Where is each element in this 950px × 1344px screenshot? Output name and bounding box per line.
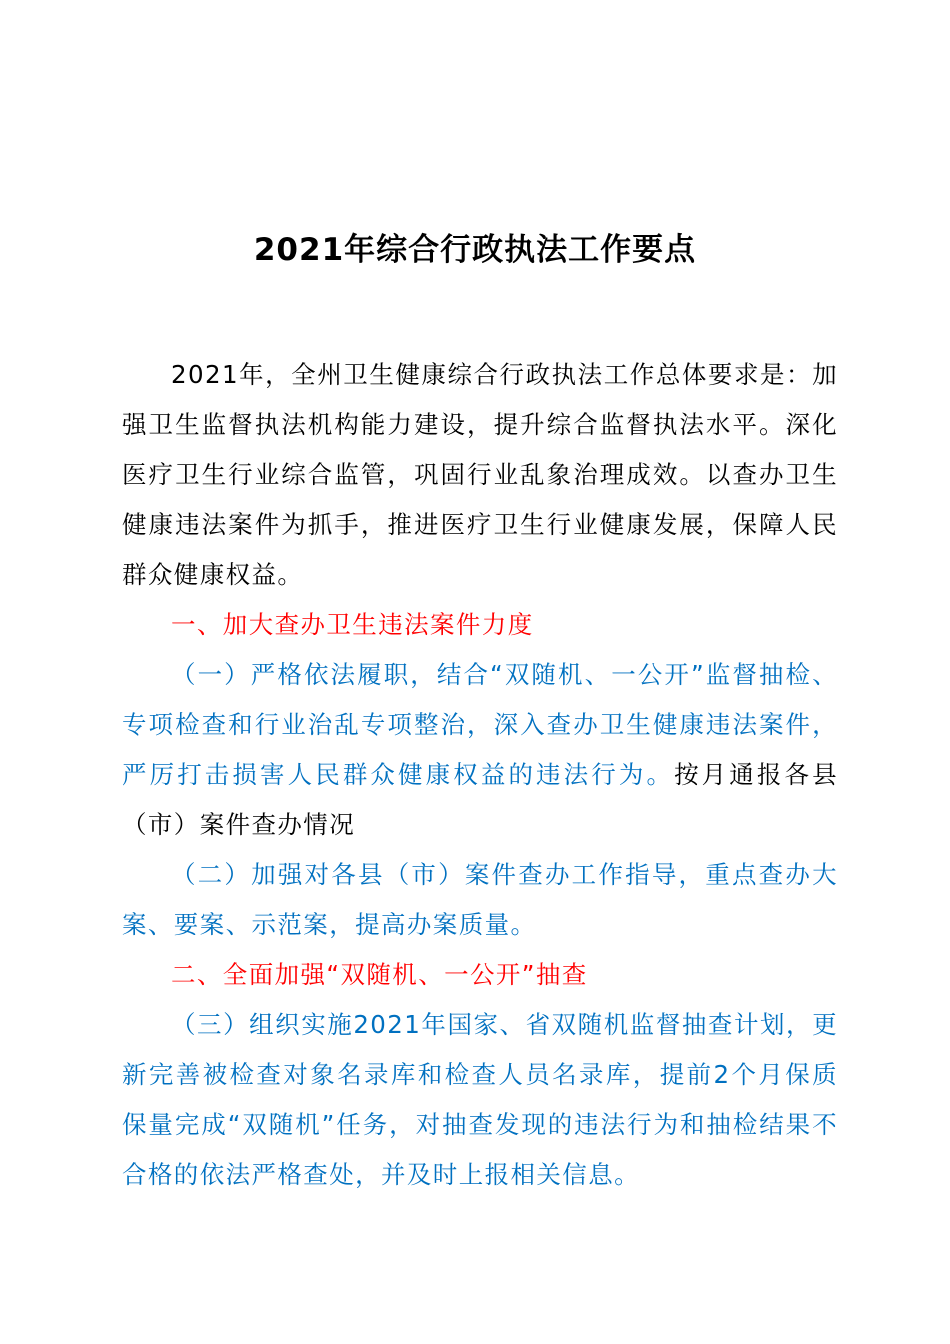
document-title: 2021年综合行政执法工作要点 [253, 232, 697, 268]
item-paragraph-2: （二）加强对各县（市）案件查办工作指导，重点查办大案、要案、示范案，提高办案质量。 [122, 860, 838, 939]
item-paragraph-3: （三）组织实施2021年国家、省双随机监督抽查计划，更新完善被检查对象名录库和检查人员名录库，提前2个月保质保量完成“双随机”任务，对抽查发现的违法行为和抽检结果不合格的依法严格查处，并及时上报相关信息。 [122, 1010, 838, 1189]
section-heading-2: 二、全面加强“双随机、一公开”抽查 [171, 960, 588, 989]
item-paragraph-1 [122, 650, 838, 850]
document-body [122, 350, 838, 1200]
intro-paragraph: 2021年，全州卫生健康综合行政执法工作总体要求是：加强卫生监督执法机构能力建设，提升综合监督执法水平。深化医疗卫生行业综合监管，巩固行业乱象治理成效。以查办卫生健康违法案件为抓手，推进医疗卫生行业健康发展，保障人民群众健康权益。 [122, 360, 838, 589]
section-heading-1: 一、加大查办卫生违法案件力度 [171, 610, 534, 639]
item-1-note: 按月通报各县（市）案件查办情况 [122, 760, 838, 839]
item-1-text: （一）严格依法履职，结合“双随机、一公开”监督抽检、专项检查和行业治乱专项整治，深入查办卫生健康违法案件，严厉打击损害人民群众健康权益的违法行为。 [122, 660, 838, 789]
